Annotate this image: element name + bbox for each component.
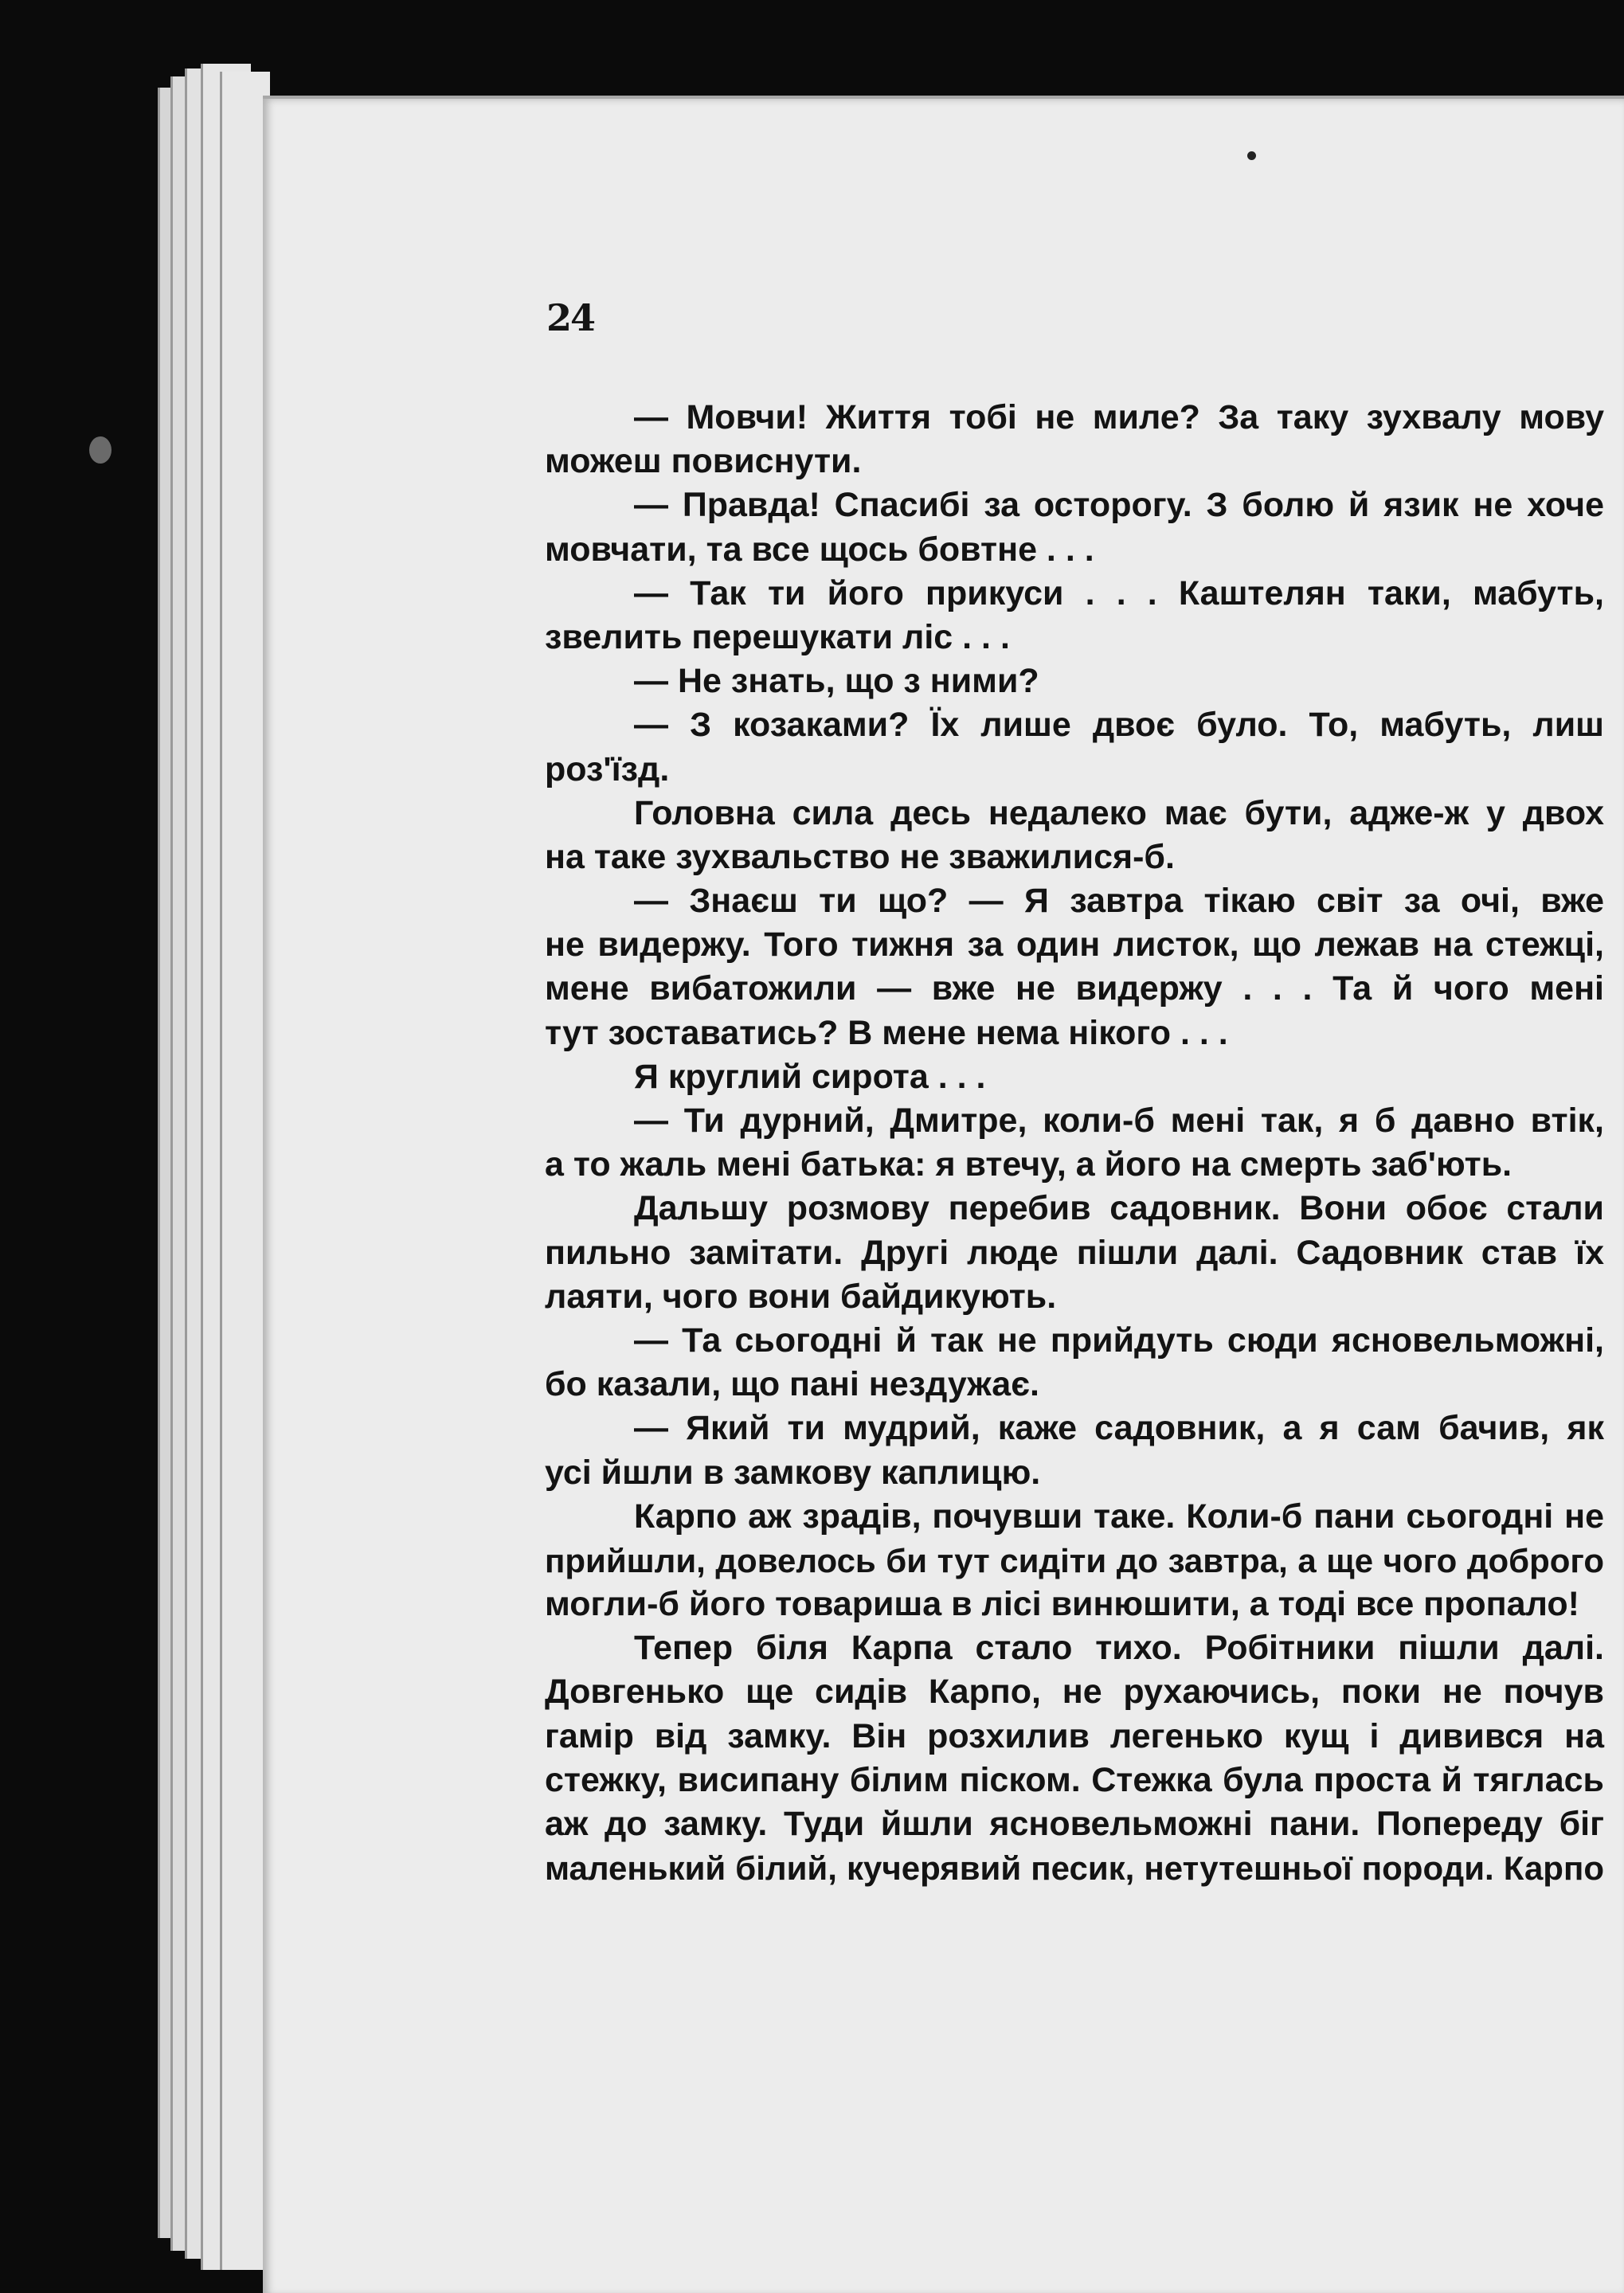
text-line: Головна сила десь недалеко має бути, адже-ж у двох [634,793,1604,832]
text-line: на таке зухвальство не зважилися-б. [545,837,1175,876]
text-line: роз'їзд. [545,749,670,788]
text-line: Довгенько ще сидів Карпо, не рухаючись, поки не почув [545,1673,1604,1712]
body-text [545,396,1604,1890]
text-line: пильно замітати. Другі люде пішли далі. Садовник став їх [545,1233,1604,1272]
text-line: звелить перешукати ліс . . . [545,617,1010,656]
text-line: мене вибатожили — вже не видержу . . . Та й чого мені [545,969,1604,1008]
text-line: могли-б його товариша в лісі винюшити, а тоді все пропало! [545,1585,1579,1624]
text-line: тут зоставатись? В мене нема нікого . . . [545,1013,1228,1052]
text-line: можеш повиснути. [545,442,862,481]
text-line: прийшли, довелось би тут сидіти до завтра, а ще чого доброго [545,1541,1604,1579]
text-line: Тепер біля Карпа стало тихо. Робітники пішли далі. [634,1629,1604,1668]
page-number: 24 [546,296,595,339]
text-line: мовчати, та все щось бовтне . . . [545,530,1094,569]
text-line: Я круглий сирота . . . [634,1057,986,1096]
dust-speck [1247,151,1256,160]
text-line: — Ти дурний, Дмитре, коли-б мені так, я б давно втік, [634,1102,1604,1140]
text-line: — Правда! Спасибі за осторогу. З болю й язик не хоче [634,486,1604,525]
text-line: стежку, висипану білим піском. Стежка була проста й тяглась [545,1760,1604,1799]
text-line: — Знаєш ти що? — Я завтра тікаю світ за очі, вже [634,882,1604,921]
text-line: — Який ти мудрий, каже садовник, а я сам бачив, як [634,1409,1604,1448]
text-line: — Не знать, що з ними? [634,662,1039,701]
text-line: а то жаль мені батька: я втечу, а його на смерть заб'ють. [545,1145,1512,1184]
text-line: — Та сьогодні й так не прийдуть сюди ясновельможні, [634,1321,1604,1360]
text-line: маленький білий, кучерявий песик, нетутешньої породи. Карпо [545,1849,1604,1888]
text-line: — Так ти його прикуси . . . Каштелян таки, мабуть, [634,573,1604,612]
text-line: гамір від замку. Він розхилив легенько кущ і дивився на [545,1716,1604,1755]
text-line: — З козаками? Їх лише двоє було. То, мабуть, лиш [634,706,1604,745]
text-line: лаяти, чого вони байдикують. [545,1277,1057,1316]
dust-speck [89,436,112,464]
text-line: — Мовчи! Життя тобі не миле? За таку зухвалу мову [634,398,1604,436]
text-line: Дальшу розмову перебив садовник. Вони обоє стали [634,1189,1604,1228]
text-line: усі йшли в замкову каплицю. [545,1453,1041,1492]
text-line: аж до замку. Туди йшли ясновельможні пани. Попереду біг [545,1805,1604,1843]
text-line: Карпо аж зрадів, почувши таке. Коли-б пани сьогодні не [634,1497,1604,1536]
text-line: бо казали, що пані нездужає. [545,1365,1039,1404]
text-line: не видержу. Того тижня за один листок, що лежав на стежці, [545,925,1604,965]
